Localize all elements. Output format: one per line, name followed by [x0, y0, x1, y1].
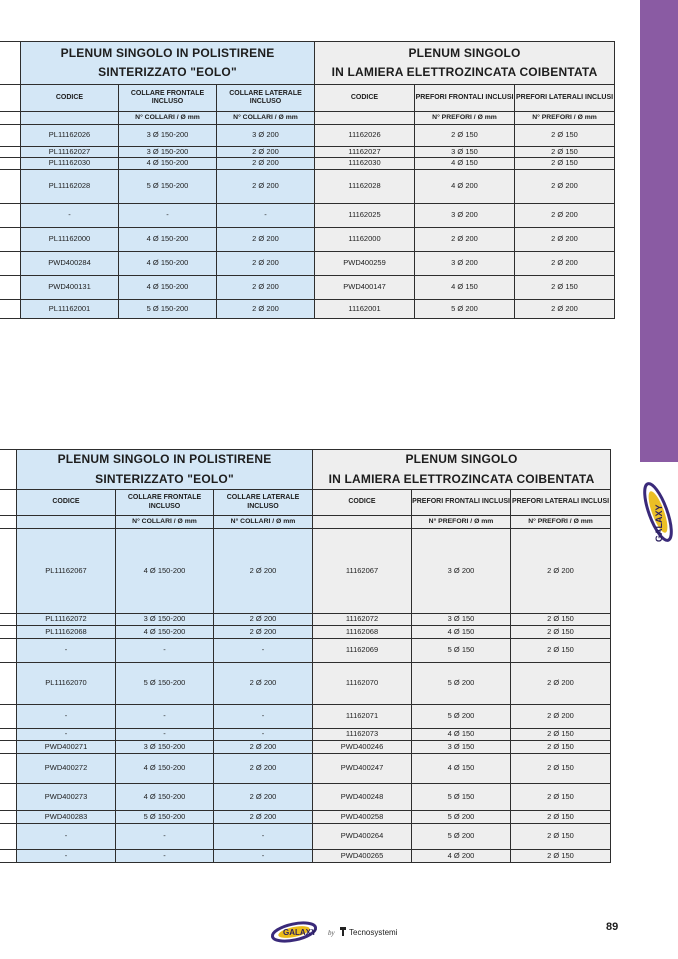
- margin-cell: [0, 252, 21, 276]
- footer-by-text: by: [328, 929, 335, 937]
- table-title-right: [315, 42, 615, 85]
- margin-cell: [0, 112, 21, 125]
- column-header: PREFORI FRONTALI INCLUSI: [415, 85, 515, 112]
- margin-cell: [0, 125, 21, 147]
- margin-cell: [0, 614, 17, 626]
- margin-cell: [0, 147, 21, 158]
- table-row: [0, 147, 615, 158]
- table-cell: 2 Ø 150: [515, 147, 615, 158]
- table-cell: 2 Ø 150: [511, 850, 611, 863]
- table-cell: 2 Ø 200: [217, 170, 315, 204]
- table-cell: -: [214, 729, 313, 741]
- table-cell: 5 Ø 150: [412, 639, 511, 663]
- table-cell: -: [214, 850, 313, 863]
- table-row: [0, 741, 611, 754]
- margin-cell: [0, 276, 21, 300]
- margin-cell: [0, 824, 17, 850]
- table-cell: 11162073: [313, 729, 412, 741]
- margin-cell: [0, 729, 17, 741]
- table-cell: 5 Ø 150-200: [119, 170, 217, 204]
- table-cell: 5 Ø 150-200: [116, 663, 214, 705]
- table-cell: PWD400284: [21, 252, 119, 276]
- unit-header: N° COLLARI / Ø mm: [116, 516, 214, 529]
- margin-cell: [0, 639, 17, 663]
- page-number: 89: [606, 921, 619, 933]
- table-cell: 3 Ø 200: [217, 125, 315, 147]
- table-row: [0, 811, 611, 824]
- table-cell: 4 Ø 150: [412, 754, 511, 784]
- table-cell: 5 Ø 150-200: [116, 811, 214, 824]
- table-cell: 3 Ø 200: [415, 252, 515, 276]
- table-cell: 5 Ø 150-200: [119, 300, 217, 319]
- unit-header: N° COLLARI / Ø mm: [119, 112, 217, 125]
- table-cell: -: [116, 639, 214, 663]
- column-header: COLLARE FRONTALE INCLUSO: [119, 85, 217, 112]
- table-row: [0, 754, 611, 784]
- column-header: COLLARE LATERALE INCLUSO: [214, 490, 313, 516]
- table-cell: 3 Ø 150-200: [119, 147, 217, 158]
- table-cell: 2 Ø 200: [515, 228, 615, 252]
- table-cell: 4 Ø 150: [412, 626, 511, 639]
- galaxy-side-logo: [636, 470, 678, 550]
- table-cell: PL11162001: [21, 300, 119, 319]
- table-cell: 2 Ø 200: [217, 147, 315, 158]
- margin-cell: [0, 300, 21, 319]
- table-cell: 2 Ø 150: [511, 639, 611, 663]
- table-cell: 2 Ø 200: [515, 252, 615, 276]
- table-cell: 2 Ø 200: [214, 626, 313, 639]
- table-cell: 2 Ø 200: [515, 300, 615, 319]
- table-cell: 2 Ø 200: [214, 741, 313, 754]
- margin-cell: [0, 450, 17, 490]
- table-title-right-line-1: PLENUM SINGOLO: [405, 452, 518, 467]
- table-cell: 4 Ø 200: [412, 850, 511, 863]
- table-cell: PL11162027: [21, 147, 119, 158]
- table-cell: 4 Ø 150-200: [116, 754, 214, 784]
- table-cell: 5 Ø 200: [412, 824, 511, 850]
- unit-header: [21, 112, 119, 125]
- table-cell: PWD400248: [313, 784, 412, 811]
- table-row: [0, 663, 611, 705]
- table-cell: 4 Ø 200: [415, 170, 515, 204]
- table-cell: 11162070: [313, 663, 412, 705]
- table-title-row: [0, 450, 611, 490]
- column-header: COLLARE LATERALE INCLUSO: [217, 85, 315, 112]
- table-cell: 4 Ø 150: [415, 158, 515, 170]
- table-cell: 2 Ø 150: [515, 158, 615, 170]
- table-row: [0, 529, 611, 614]
- table-cell: 11162025: [315, 204, 415, 228]
- table-cell: -: [17, 850, 116, 863]
- margin-cell: [0, 705, 17, 729]
- table-cell: 3 Ø 150: [412, 614, 511, 626]
- unit-header-row: [0, 112, 615, 125]
- table-cell: PL11162000: [21, 228, 119, 252]
- table-row: [0, 158, 615, 170]
- table-cell: 2 Ø 200: [214, 754, 313, 784]
- table-row: [0, 252, 615, 276]
- table-cell: 11162026: [315, 125, 415, 147]
- table-title-right: [313, 450, 611, 490]
- table-cell: 11162068: [313, 626, 412, 639]
- table-cell: 2 Ø 200: [214, 784, 313, 811]
- table-cell: PWD400283: [17, 811, 116, 824]
- table-row: [0, 824, 611, 850]
- margin-cell: [0, 204, 21, 228]
- table-cell: PWD400271: [17, 741, 116, 754]
- table-title-left: [17, 450, 313, 490]
- table-cell: 4 Ø 150: [412, 729, 511, 741]
- table-cell: 2 Ø 200: [515, 170, 615, 204]
- unit-header: N° PREFORI / Ø mm: [415, 112, 515, 125]
- table-cell: 2 Ø 150: [515, 125, 615, 147]
- table-title-left-line-2: SINTERIZZATO "EOLO": [95, 471, 234, 486]
- margin-cell: [0, 228, 21, 252]
- table-cell: -: [17, 729, 116, 741]
- table-cell: 4 Ø 150-200: [116, 626, 214, 639]
- table-cell: 2 Ø 200: [217, 300, 315, 319]
- margin-cell: [0, 850, 17, 863]
- table-row: [0, 228, 615, 252]
- table-cell: 2 Ø 200: [415, 228, 515, 252]
- unit-header: N° COLLARI / Ø mm: [214, 516, 313, 529]
- table-cell: 11162072: [313, 614, 412, 626]
- table-title-right-line-2: IN LAMIERA ELETTROZINCATA COIBENTATA: [331, 65, 598, 79]
- table-row: [0, 204, 615, 228]
- column-header: COLLARE FRONTALE INCLUSO: [116, 490, 214, 516]
- table-row: [0, 705, 611, 729]
- table-cell: -: [116, 705, 214, 729]
- table-cell: 2 Ø 150: [511, 626, 611, 639]
- table-cell: 2 Ø 150: [511, 754, 611, 784]
- unit-header: N° COLLARI / Ø mm: [217, 112, 315, 125]
- table-title-left: [21, 42, 315, 85]
- column-header: PREFORI LATERALI INCLUSI: [511, 490, 611, 516]
- table-cell: 3 Ø 150-200: [116, 614, 214, 626]
- column-header: CODICE: [313, 490, 412, 516]
- table-cell: 2 Ø 200: [217, 252, 315, 276]
- table-cell: PWD400147: [315, 276, 415, 300]
- table-cell: 5 Ø 150: [412, 784, 511, 811]
- margin-cell: [0, 741, 17, 754]
- margin-cell: [0, 42, 21, 85]
- table-cell: 5 Ø 200: [415, 300, 515, 319]
- table-cell: 11162027: [315, 147, 415, 158]
- table-cell: 2 Ø 200: [214, 614, 313, 626]
- table-cell: PWD400265: [313, 850, 412, 863]
- table-title-left-line-1: PLENUM SINGOLO IN POLISTIRENE: [57, 452, 272, 467]
- table-cell: 3 Ø 200: [415, 204, 515, 228]
- table-cell: 5 Ø 200: [412, 663, 511, 705]
- table-cell: 3 Ø 150-200: [116, 741, 214, 754]
- table-row: [0, 300, 615, 319]
- table-title-right-line-2: IN LAMIERA ELETTROZINCATA COIBENTATA: [328, 471, 595, 486]
- table-cell: 11162067: [313, 529, 412, 614]
- column-header-row: [0, 490, 611, 516]
- table-cell: -: [17, 705, 116, 729]
- table-row: [0, 639, 611, 663]
- table-cell: 2 Ø 150: [511, 811, 611, 824]
- footer-brand-text: GALAXY: [283, 928, 317, 937]
- table-cell: PWD400264: [313, 824, 412, 850]
- table-cell: 2 Ø 200: [217, 276, 315, 300]
- table-cell: -: [21, 204, 119, 228]
- table-row: [0, 125, 615, 147]
- table-cell: 2 Ø 200: [511, 529, 611, 614]
- table-cell: -: [116, 824, 214, 850]
- table-row: [0, 170, 615, 204]
- footer-brand-logo: [270, 914, 410, 948]
- table-cell: 3 Ø 150-200: [119, 125, 217, 147]
- unit-header: [313, 516, 412, 529]
- margin-cell: [0, 516, 17, 529]
- table-cell: 3 Ø 200: [412, 529, 511, 614]
- table-cell: 2 Ø 200: [511, 663, 611, 705]
- unit-header: N° PREFORI / Ø mm: [511, 516, 611, 529]
- table-cell: 4 Ø 150-200: [116, 529, 214, 614]
- margin-cell: [0, 754, 17, 784]
- table-cell: -: [119, 204, 217, 228]
- column-header: PREFORI FRONTALI INCLUSI: [412, 490, 511, 516]
- table-cell: 11162028: [315, 170, 415, 204]
- table-cell: PL11162067: [17, 529, 116, 614]
- table-cell: 3 Ø 150: [415, 147, 515, 158]
- table-cell: 2 Ø 200: [217, 228, 315, 252]
- table-cell: -: [17, 824, 116, 850]
- product-table-1: [0, 41, 615, 319]
- side-logo-text: GALAXY: [654, 504, 664, 542]
- table-cell: 3 Ø 150: [412, 741, 511, 754]
- side-accent-bar: [640, 0, 678, 462]
- table-row: [0, 729, 611, 741]
- table-cell: -: [116, 850, 214, 863]
- column-header: CODICE: [21, 85, 119, 112]
- table-cell: PL11162068: [17, 626, 116, 639]
- table-cell: 2 Ø 200: [214, 811, 313, 824]
- table-row: [0, 614, 611, 626]
- column-header: PREFORI LATERALI INCLUSI: [515, 85, 615, 112]
- table-title-right-line-1: PLENUM SINGOLO: [408, 45, 521, 60]
- table-row: [0, 850, 611, 863]
- unit-header: [17, 516, 116, 529]
- unit-header: N° PREFORI / Ø mm: [412, 516, 511, 529]
- table-cell: PWD400259: [315, 252, 415, 276]
- margin-cell: [0, 663, 17, 705]
- table-title-row: [0, 42, 615, 85]
- table-cell: -: [214, 824, 313, 850]
- table-cell: PWD400246: [313, 741, 412, 754]
- table-cell: -: [116, 729, 214, 741]
- unit-header: N° PREFORI / Ø mm: [515, 112, 615, 125]
- table-cell: 2 Ø 200: [515, 204, 615, 228]
- table-row: [0, 276, 615, 300]
- table-cell: 4 Ø 150-200: [119, 228, 217, 252]
- table-cell: 11162001: [315, 300, 415, 319]
- table-cell: 4 Ø 150-200: [119, 158, 217, 170]
- table-cell: 2 Ø 200: [217, 158, 315, 170]
- table-cell: PWD400272: [17, 754, 116, 784]
- margin-cell: [0, 784, 17, 811]
- margin-cell: [0, 85, 21, 112]
- table-cell: 11162000: [315, 228, 415, 252]
- table-cell: PWD400247: [313, 754, 412, 784]
- table-cell: 2 Ø 200: [214, 663, 313, 705]
- table-cell: 2 Ø 150: [415, 125, 515, 147]
- table-cell: 2 Ø 150: [511, 614, 611, 626]
- table-cell: 2 Ø 150: [515, 276, 615, 300]
- margin-cell: [0, 170, 21, 204]
- table-cell: 4 Ø 150: [415, 276, 515, 300]
- table-cell: 2 Ø 150: [511, 741, 611, 754]
- table-cell: 4 Ø 150-200: [119, 276, 217, 300]
- table-cell: PL11162070: [17, 663, 116, 705]
- table-cell: 5 Ø 200: [412, 705, 511, 729]
- table-cell: 2 Ø 150: [511, 824, 611, 850]
- column-header: CODICE: [315, 85, 415, 112]
- table-cell: 2 Ø 200: [511, 705, 611, 729]
- table-title-left-line-2: SINTERIZZATO "EOLO": [98, 65, 237, 79]
- unit-header: [315, 112, 415, 125]
- table-cell: 11162071: [313, 705, 412, 729]
- table-cell: 11162069: [313, 639, 412, 663]
- column-header-row: [0, 85, 615, 112]
- table-cell: 4 Ø 150-200: [116, 784, 214, 811]
- column-header: CODICE: [17, 490, 116, 516]
- table-cell: 2 Ø 200: [214, 529, 313, 614]
- unit-header-row: [0, 516, 611, 529]
- margin-cell: [0, 529, 17, 614]
- table-row: [0, 626, 611, 639]
- table-cell: -: [17, 639, 116, 663]
- table-cell: -: [214, 639, 313, 663]
- table-cell: 4 Ø 150-200: [119, 252, 217, 276]
- footer-partner-text: Tecnosystemi: [349, 928, 398, 937]
- margin-cell: [0, 626, 17, 639]
- margin-cell: [0, 158, 21, 170]
- table-cell: PWD400258: [313, 811, 412, 824]
- margin-cell: [0, 490, 17, 516]
- table-cell: PWD400273: [17, 784, 116, 811]
- table-row: [0, 784, 611, 811]
- table-cell: 5 Ø 200: [412, 811, 511, 824]
- table-cell: PWD400131: [21, 276, 119, 300]
- table-cell: 2 Ø 150: [511, 784, 611, 811]
- table-title-left-line-1: PLENUM SINGOLO IN POLISTIRENE: [60, 45, 275, 60]
- table-cell: PL11162072: [17, 614, 116, 626]
- table-cell: PL11162030: [21, 158, 119, 170]
- table-cell: PL11162026: [21, 125, 119, 147]
- product-table-2: [0, 449, 611, 863]
- table-cell: -: [217, 204, 315, 228]
- table-cell: -: [214, 705, 313, 729]
- margin-cell: [0, 811, 17, 824]
- table-cell: 11162030: [315, 158, 415, 170]
- table-cell: 2 Ø 150: [511, 729, 611, 741]
- table-cell: PL11162028: [21, 170, 119, 204]
